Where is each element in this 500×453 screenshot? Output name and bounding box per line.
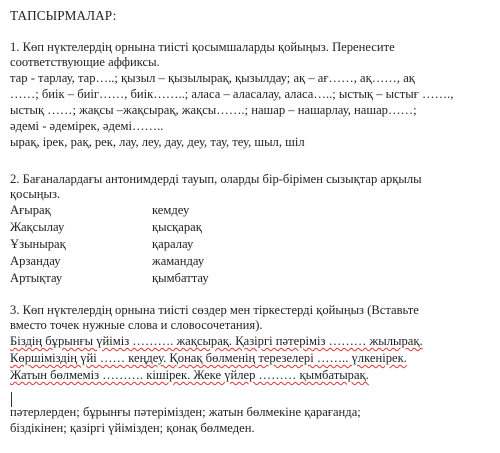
antonym-right-word: қысқарақ	[152, 220, 202, 234]
answer-options-line: біздікінен; қазіргі үйімізден; қонақ бөлмеден.	[10, 421, 255, 435]
answer-options-line: пәтерлерден; бұрынғы пәтерімізден; жатын бөлмекіне қарағанда;	[10, 405, 361, 419]
task3-sentence-line: Жатын бөлмеміз ………. кішірек. Жеке үйлер ……… қымбатырақ.	[10, 368, 369, 382]
antonym-left-word: Ағырақ	[10, 203, 51, 217]
antonym-left-word: Жақсылау	[10, 220, 65, 234]
antonym-right-word: кемдеу	[152, 203, 190, 217]
task3-heading-line2: вместо точек нужные слова и словосочетания).	[10, 318, 263, 332]
task3-sentence-line: Біздің бұрынғы үйіміз ………. жақсырақ. Қазіргі пәтеріміз ……… жылырақ.	[10, 334, 423, 348]
task1-heading-line2: соответствующие аффиксы.	[10, 55, 160, 69]
antonym-left-word: Арзандау	[10, 254, 61, 268]
task3-sentence-line: Көршіміздің үйі …… кеңдеу. Қонақ бөлменің терезелері …….. үлкенірек.	[10, 351, 407, 365]
antonym-right-word: қаралау	[152, 237, 194, 251]
task1-suffix-list: ырақ, ірек, рақ, рек, лау, леу, дау, деу, тау, теу, шыл, шіл	[10, 135, 305, 149]
task3-heading-line1: 3. Көп нүктелердің орнына тиісті сөздер мен тіркестерді қойыңыз (Вставьте	[10, 303, 419, 317]
antonym-left-word: Ұзынырақ	[10, 237, 66, 251]
task1-text-line: әдемі - әдемірек, әдемі……..	[10, 119, 164, 133]
task1-heading-line1: 1. Көп нүктелердің орнына тиісті қосымшаларды қойыңыз. Перенесите	[10, 40, 395, 54]
task1-text-line: ыстық ……; жақсы –жақсырақ, жақсы…….; нашар – нашарлау, нашар……;	[10, 103, 417, 117]
antonym-right-word: жамандау	[152, 254, 205, 268]
antonym-left-word: Артықтау	[10, 271, 63, 285]
task1-text-line: тар - тарлау, тар…..; қызыл – қызылырақ, қызылдау; ақ – ағ……, ақ……, ақ	[10, 71, 415, 85]
task2-heading-line2: қосыңыз.	[10, 187, 61, 201]
antonym-right-word: қымбаттау	[152, 271, 209, 285]
document-title: ТАПСЫРМАЛАР:	[10, 8, 117, 23]
task2-heading-line1: 2. Бағаналардағы антонимдерді тауып, оларды бір-бірімен сызықтар арқылы	[10, 172, 422, 186]
task1-text-line: ……; биік – биіг……, биік……..; аласа – аласалау, аласа…..; ыстық – ыстығ …….,	[10, 87, 454, 101]
